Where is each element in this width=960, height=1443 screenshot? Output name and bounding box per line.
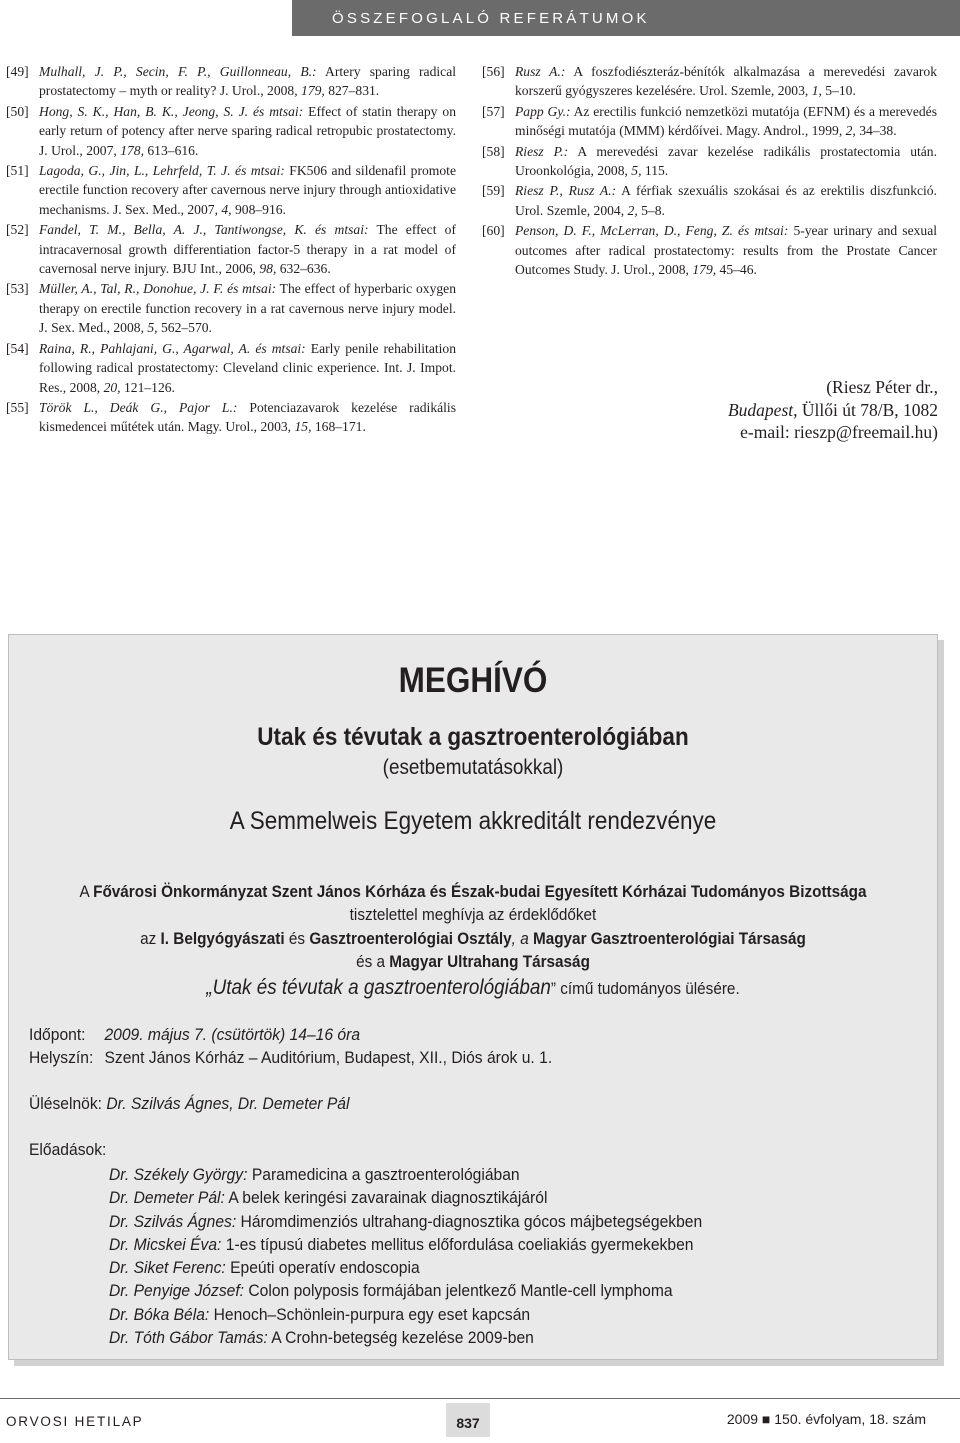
reference-text: FK506 and sildenafil promote erectile function recovery after cavernous nerve injury through antioxidative mechanisms. J. Sex. Med., 2007,	[39, 163, 456, 217]
reference-authors: Lagoda, G., Jin, L., Lehrfeld, T. J. és mtsai:	[39, 163, 285, 179]
reference-item	[6, 102, 456, 160]
reference-authors: Hong, S. K., Han, B. K., Jeong, S. J. és mtsai:	[39, 103, 304, 119]
invitation-box	[8, 634, 938, 1360]
place-value: Szent János Kórház – Auditórium, Budapest, XII., Diós árok u. 1.	[104, 1048, 553, 1067]
reference-pages: 613–616.	[143, 142, 199, 158]
talk-speaker: Dr. Székely György:	[109, 1165, 248, 1184]
reference-volume: 20,	[103, 379, 121, 395]
reference-text: A férfiak szexuális szokásai és az erektilis diszfunkció. Urol. Szemle, 2004,	[515, 183, 937, 218]
reference-item	[6, 62, 456, 101]
chairs-value: Dr. Szilvás Ágnes, Dr. Demeter Pál	[106, 1094, 350, 1113]
place-label: Helyszín:	[29, 1048, 94, 1067]
reference-item	[482, 62, 937, 101]
reference-pages: 45–46.	[716, 262, 757, 278]
reference-text: The effect of hyperbaric oxygen therapy on erectile function recovery in a rat cavernous nerve injury model. J. Sex. Med., 2008,	[39, 281, 456, 336]
talk-speaker: Dr. Micskei Éva:	[109, 1234, 222, 1254]
reference-volume: 4,	[221, 201, 232, 217]
reference-number: [49]	[6, 64, 29, 79]
talks-list	[109, 1163, 702, 1349]
reference-number: [52]	[6, 222, 29, 238]
reference-pages: 34–38.	[855, 123, 897, 139]
section-title: ÖSSZEFOGLALÓ REFERÁTUMOK	[332, 10, 650, 27]
reference-authors: Mulhall, J. P., Secin, F. P., Guillonneau, B.:	[39, 64, 317, 79]
reference-authors: Riesz P., Rusz A.:	[515, 183, 617, 199]
author-signature	[640, 376, 938, 444]
reference-item	[6, 398, 456, 437]
reference-text: Potenciazavarok kezelése radikális kismedencei műtétek után. Magy. Urol., 2003,	[39, 399, 456, 435]
reference-volume: 98,	[259, 261, 277, 277]
reference-item	[482, 142, 937, 181]
reference-authors: Papp Gy.:	[515, 103, 571, 119]
chairs-row	[29, 1093, 349, 1115]
reference-text: Effect of statin therapy on early return of potency after nerve sparing radical retropubic prostatectomy. J. Urol., 2007,	[39, 103, 456, 158]
talk-speaker: Dr. Bóka Béla:	[109, 1304, 210, 1324]
reference-text: A foszfodiészteráz-bénítók alkalmazása a merevedési zavarok korszerű gyógyszeres kezelésére. Urol. Szemle, 2003,	[515, 64, 937, 99]
host-name: Fővárosi Önkormányzat Szent János Kórháza és Észak-budai Egyesített Kórházai Tudományos Bizottsága	[93, 882, 867, 901]
reference-pages: 168–171.	[311, 419, 366, 435]
talk-speaker: Dr. Tóth Gábor Tamás:	[109, 1328, 268, 1348]
reference-text: The effect of intracavernosal growth differentiation factor-5 therapy in a rat model of cavernosal nerve injury. BJU Int., 2006,	[39, 222, 456, 277]
talk-speaker: Dr. Szilvás Ágnes:	[109, 1211, 237, 1231]
reference-pages: 115.	[641, 163, 669, 179]
reference-volume: 178,	[120, 142, 144, 158]
talk-title: A belek keringési zavarainak diagnosztikájáról	[224, 1188, 548, 1208]
reference-pages: 908–916.	[231, 201, 286, 217]
reference-list-right	[482, 62, 937, 280]
talk-title: Colon polyposis formájában jelentkező Mantle-cell lymphoma	[244, 1281, 673, 1301]
reference-pages: 632–636.	[276, 261, 331, 277]
talk-title: Henoch–Schönlein-purpura egy eset kapcsán	[209, 1304, 531, 1324]
issue-info: 2009 ■ 150. évfolyam, 18. szám	[726, 1411, 926, 1427]
place-row	[29, 1047, 552, 1069]
reference-number: [60]	[482, 223, 505, 239]
page-number: 837	[446, 1403, 490, 1437]
reference-pages: 5–8.	[637, 202, 665, 218]
talk-item	[109, 1279, 702, 1302]
reference-volume: 179,	[301, 83, 325, 99]
talk-title: A Crohn-betegség kezelése 2009-ben	[267, 1328, 534, 1348]
reference-volume: 2,	[627, 202, 638, 218]
reference-item	[482, 221, 937, 279]
reference-volume: 2,	[845, 123, 856, 139]
audience-society-1: Magyar Gasztroenterológiai Társaság	[532, 929, 806, 948]
talk-item	[109, 1303, 702, 1326]
reference-text: Az erectilis funkció nemzetközi mutatója (EFNM) és a merevedés minőségi mutatója (MMM) kérdőívei. Magy. Androl., 1999,	[515, 103, 937, 139]
signature-email: e-mail: rieszp@freemail.hu)	[740, 422, 938, 442]
invitation-title: MEGHÍVÓ	[398, 661, 548, 700]
talk-item	[109, 1326, 702, 1349]
reference-number: [55]	[6, 399, 29, 415]
reference-volume: 5,	[631, 163, 642, 179]
reference-volume: 179,	[692, 262, 717, 278]
reference-text: A merevedési zavar kezelése radikális prostatectomia után. Uroonkológia, 2008,	[515, 143, 938, 179]
footer-rule	[0, 1398, 960, 1399]
reference-number: [56]	[482, 64, 505, 79]
reference-pages: 827–831.	[324, 83, 380, 99]
host-line	[55, 881, 890, 903]
signature-address-line	[640, 399, 938, 422]
audience-and-1: és	[284, 929, 310, 948]
host-prefix: A	[79, 882, 94, 901]
reference-text: 5-year urinary and sexual outcomes after radical prostatectomy: results from the Prostate Cancer Outcomes Study. J. Urol., 2008,	[515, 223, 938, 278]
talk-title: Epeúti operatív endoscopia	[225, 1258, 420, 1278]
talk-title: 1-es típusú diabetes mellitus előfordulása coeliakiás gyermekekben	[221, 1234, 694, 1254]
audience-prefix: az	[140, 929, 161, 948]
reference-item	[6, 161, 456, 219]
signature-city: Budapest,	[727, 399, 798, 420]
talk-item	[109, 1163, 702, 1186]
invitation-topic: Utak és tévutak a gasztroenterológiában	[257, 723, 689, 751]
reference-number: [59]	[482, 183, 505, 199]
reference-item	[6, 220, 456, 278]
time-label: Időpont:	[29, 1025, 86, 1044]
audience-and-2: és a	[356, 952, 390, 971]
reference-text: Artery sparing radical prostatectomy – myth or reality? J. Urol., 2008,	[39, 64, 456, 99]
reference-authors: Rusz A.:	[515, 64, 566, 79]
signature-name: (Riesz Péter dr.,	[826, 377, 938, 397]
reference-number: [50]	[6, 103, 29, 119]
reference-authors: Penson, D. F., McLerran, D., Feng, Z. és mtsai:	[515, 223, 789, 239]
time-row	[29, 1024, 360, 1046]
reference-volume: 5,	[147, 320, 158, 336]
reference-authors: Raina, R., Pahlajani, G., Agarwal, A. és mtsai:	[39, 340, 306, 356]
meeting-title: „Utak és tévutak a gasztroenterológiában	[206, 976, 551, 999]
reference-number: [57]	[482, 103, 505, 119]
audience-dept-2: Gasztroenterológiai Osztály	[309, 929, 512, 948]
chairs-label: Üléselnök:	[29, 1094, 103, 1113]
reference-authors: Müller, A., Tal, R., Donohue, J. F. és mtsai:	[39, 281, 277, 297]
reference-text: Early penile rehabilitation following radical prostatectomy: Cleveland clinic experience. Int. J. Impot. Res., 2008,	[39, 340, 457, 395]
talk-title: Háromdimenziós ultrahang-diagnosztika gócos májbetegségekben	[236, 1211, 703, 1231]
reference-pages: 121–126.	[120, 379, 175, 395]
meeting-line	[55, 977, 890, 1000]
talk-speaker: Dr. Demeter Pál:	[109, 1188, 225, 1208]
audience-dept-1: I. Belgyógyászati	[160, 929, 285, 948]
reference-authors: Török L., Deák G., Pajor L.:	[39, 399, 238, 415]
invites-line: tisztelettel meghívja az érdeklődőket	[349, 905, 597, 924]
section-header-bar	[292, 0, 960, 36]
talk-speaker: Dr. Siket Ferenc:	[109, 1258, 226, 1278]
audience-society-2: Magyar Ultrahang Társaság	[389, 952, 590, 971]
talk-item	[109, 1233, 702, 1256]
invitation-topic-subtitle: (esetbemutatásokkal)	[382, 756, 564, 779]
reference-volume: 15,	[294, 419, 312, 435]
reference-volume: 1,	[811, 83, 822, 99]
reference-list-left	[6, 62, 456, 438]
talks-label: Előadások:	[29, 1140, 107, 1159]
reference-number: [58]	[482, 143, 505, 159]
talk-item	[109, 1256, 702, 1279]
signature-address: Üllői út 78/B, 1082	[797, 399, 938, 420]
journal-name: ORVOSI HETILAP	[6, 1414, 144, 1429]
reference-authors: Fandel, T. M., Bella, A. J., Tantiwongse, K. és mtsai:	[39, 222, 369, 238]
reference-item	[6, 279, 456, 337]
reference-item	[6, 339, 456, 397]
reference-pages: 562–570.	[157, 320, 212, 336]
reference-item	[482, 102, 937, 141]
reference-number: [51]	[6, 163, 29, 179]
audience-line-2	[55, 951, 890, 973]
talk-item	[109, 1186, 702, 1209]
audience-line	[55, 928, 890, 950]
audience-comma: , a	[511, 929, 533, 948]
reference-item	[482, 181, 937, 220]
meeting-suffix: ” című tudományos ülésére.	[550, 979, 740, 998]
invitation-event: A Semmelweis Egyetem akkreditált rendezvénye	[229, 807, 717, 835]
reference-number: [54]	[6, 340, 29, 356]
reference-number: [53]	[6, 281, 29, 297]
talk-title: Paramedicina a gasztroenterológiában	[247, 1165, 520, 1184]
reference-pages: 5–10.	[821, 83, 856, 99]
talk-item	[109, 1210, 702, 1233]
talk-speaker: Dr. Penyige József:	[109, 1281, 245, 1301]
time-value: 2009. május 7. (csütörtök) 14–16 óra	[104, 1025, 361, 1044]
reference-authors: Riesz P.:	[515, 143, 569, 159]
